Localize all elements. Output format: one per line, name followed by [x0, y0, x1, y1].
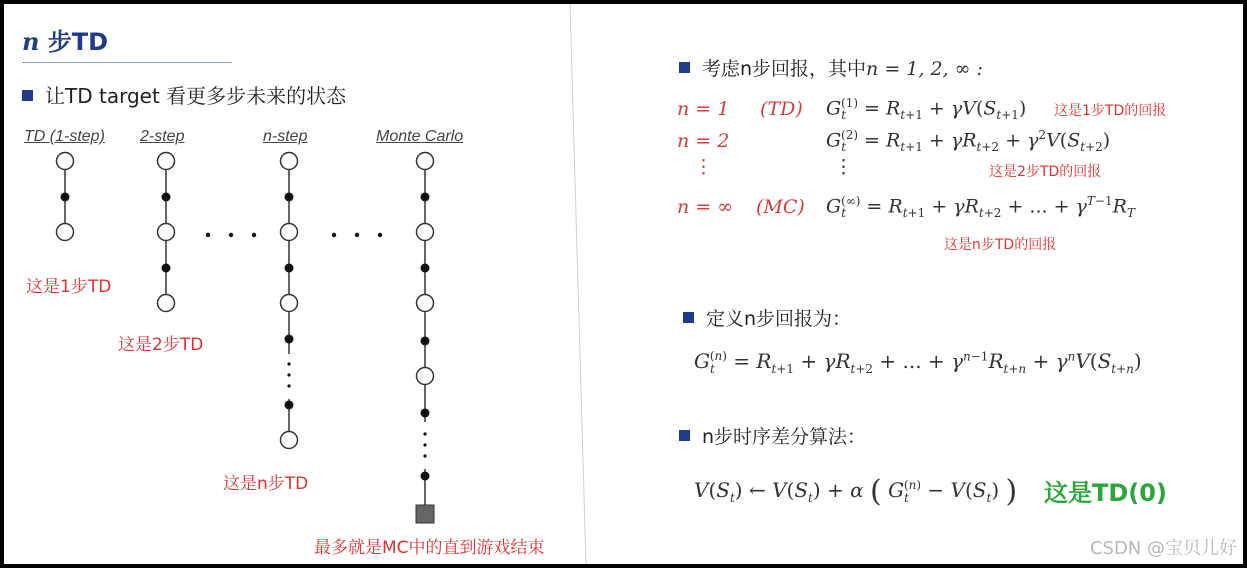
state-node: [417, 368, 434, 385]
row3-tag: (MC): [756, 196, 805, 218]
bullet-square-icon: [679, 430, 690, 441]
right-bullet-1: [679, 54, 983, 81]
bullet-square-icon: [683, 312, 694, 323]
update-formula: $V(S_t)$ ← $V(S_t) + \alpha$ ( $G_t^{(n)} - V(S_t)$ ): [694, 474, 1018, 509]
action-node: [285, 264, 294, 273]
state-node: [57, 153, 74, 170]
state-node: [158, 153, 175, 170]
left-bullet-text: 让TD target 看更多步未来的状态: [45, 84, 347, 108]
nstep-return-formula: $G_t^{(n)} = R_{t+1} + \gamma R_{t+2}$ + ... + $\gamma^{n-1}R_{t+n} + \gamma^nV(S_{t+n})$: [694, 349, 1142, 376]
right-bullet-1-text: 考虑n步回报，其中: [702, 58, 867, 80]
row2-formula: $G_t^{(2)} = R_{t+1} + \gamma R_{t+2} + \gamma^2V(S_{t+2})$: [826, 128, 1111, 155]
state-node: [281, 432, 298, 449]
action-node: [162, 264, 171, 273]
bullet-square-icon: [679, 62, 690, 73]
label-2step: 2-step: [140, 128, 185, 145]
action-node: [421, 472, 430, 481]
row1-note: 这是1步TD的回报: [1054, 103, 1167, 119]
label-monte-carlo: Monte Carlo: [376, 128, 464, 145]
action-node: [421, 193, 430, 202]
title-text: 步TD: [47, 28, 109, 56]
annot-td2: 这是2步TD: [118, 335, 204, 355]
action-node: [421, 409, 430, 418]
annot-td1: 这是1步TD: [26, 277, 112, 297]
state-node: [281, 224, 298, 241]
state-node: [417, 224, 434, 241]
state-node: [281, 295, 298, 312]
action-node: [421, 264, 430, 273]
right-bullet-2-text: 定义n步回报为：: [706, 308, 852, 330]
state-node: [417, 295, 434, 312]
action-node: [162, 193, 171, 202]
action-node: [61, 193, 70, 202]
state-node: [158, 295, 175, 312]
row3-n: n = ∞: [677, 196, 734, 218]
state-node: [158, 224, 175, 241]
state-node: [57, 224, 74, 241]
right-bullet-3: [679, 422, 866, 449]
right-bullet-3-text: n步时序差分算法：: [702, 426, 867, 448]
dots-left: ⋮: [694, 156, 713, 178]
watermark: CSDN @宝贝儿好: [1089, 538, 1237, 559]
action-node: [421, 337, 430, 346]
row2-note: 这是2步TD的回报: [989, 164, 1102, 180]
right-bullet-2: [683, 304, 851, 331]
action-node: [285, 401, 294, 410]
label-nstep: n-step: [263, 128, 308, 145]
action-node: [285, 193, 294, 202]
label-td1: TD (1-step): [24, 128, 105, 145]
annot-tdn: 这是n步TD: [223, 474, 309, 494]
row3-formula: $G_t^{(\infty)} = R_{t+1} + \gamma R_{t+2}$ + ... + $\gamma^{T-1}R_T$: [826, 194, 1135, 221]
action-node: [285, 335, 294, 344]
row1-n: n = 1: [677, 98, 730, 120]
title-math: n: [22, 27, 40, 56]
terminal-state: [416, 505, 434, 523]
row1-tag: (TD): [760, 98, 803, 120]
td0-note: 这是TD(0): [1044, 479, 1167, 507]
row1-formula: $G_t^{(1)} = R_{t+1} + \gamma V(S_{t+1})$: [826, 96, 1027, 123]
dots-right: ⋮: [834, 156, 853, 178]
row3-note: 这是n步TD的回报: [944, 237, 1057, 253]
right-bullet-1-math: n = 1, 2, ∞ :: [866, 58, 983, 80]
row2-n: n = 2: [677, 130, 730, 152]
annot-mc: 最多就是MC中的直到游戏结束: [314, 538, 545, 558]
state-node: [281, 153, 298, 170]
state-node: [417, 153, 434, 170]
